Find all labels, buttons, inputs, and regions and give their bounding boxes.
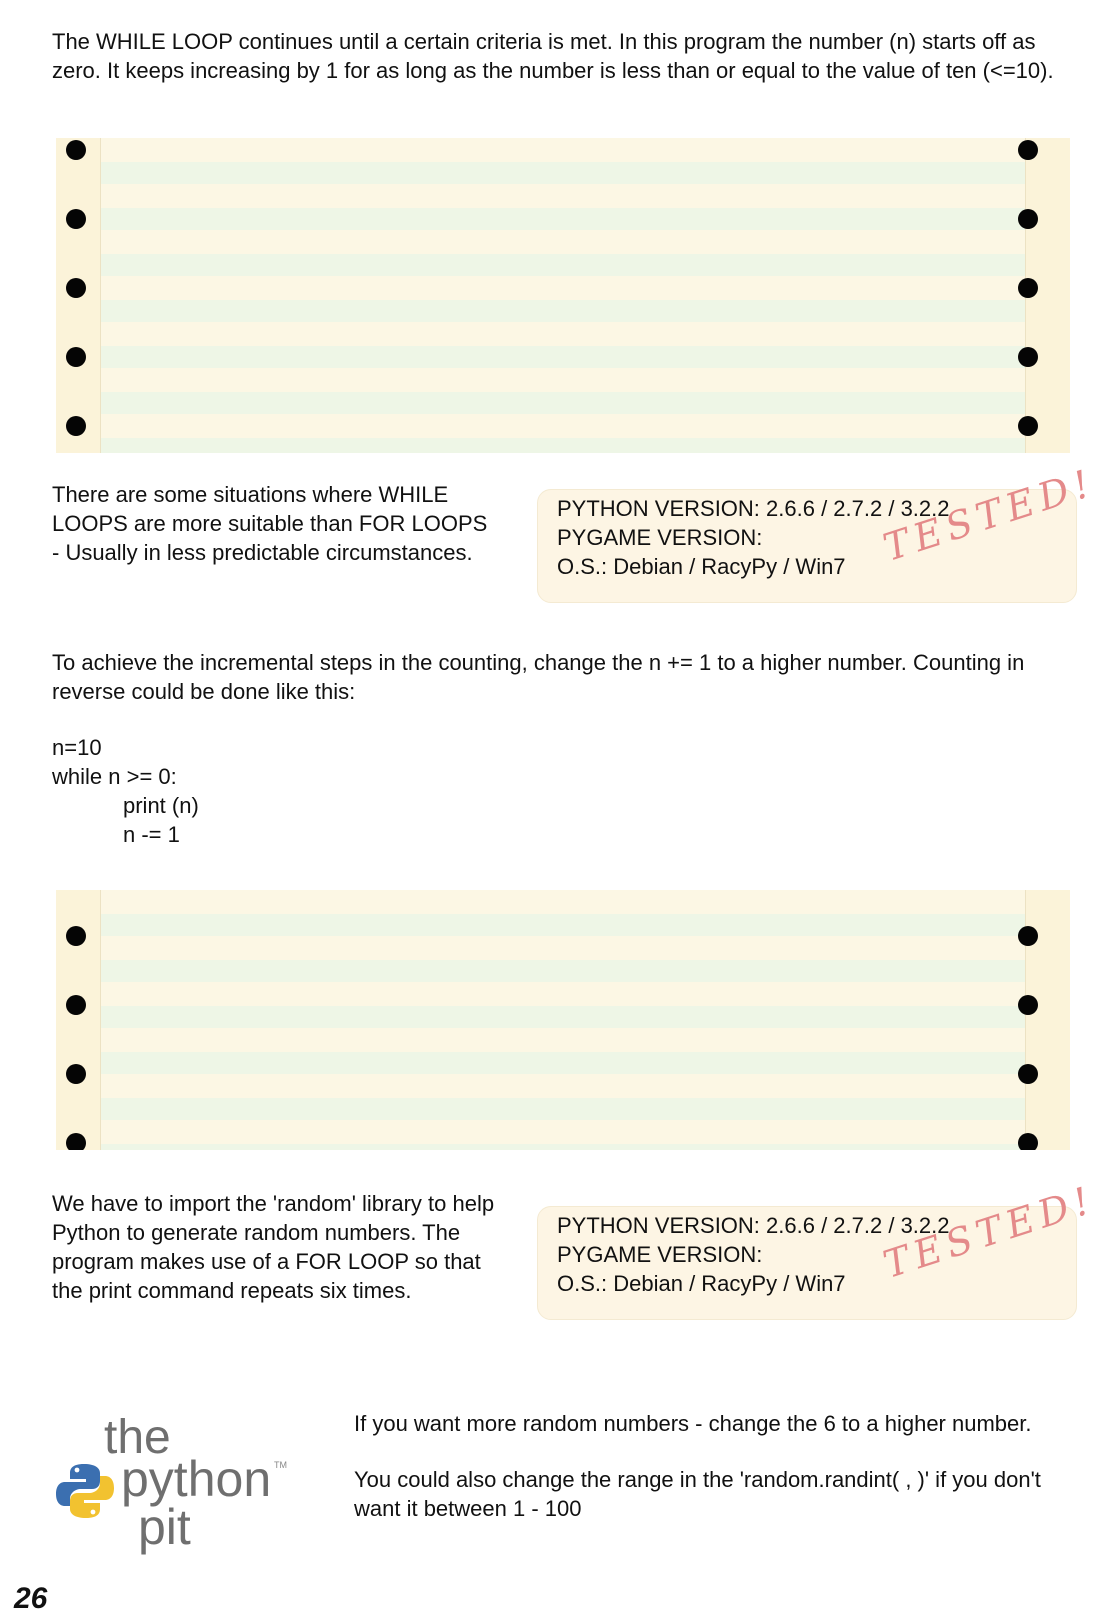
code-line: while n >= 0:	[52, 764, 177, 789]
logo-word-pit: pit	[138, 1499, 191, 1555]
tested-box	[537, 1177, 1101, 1320]
code-line: n=10	[52, 735, 102, 760]
pygame-version: PYGAME VERSION:	[557, 525, 763, 550]
punch-hole	[66, 347, 86, 367]
pygame-version: PYGAME VERSION:	[557, 1242, 763, 1267]
increment-paragraph: To achieve the incremental steps in the counting, change the n += 1 to a higher number. Counting in reverse could be done like this:	[52, 650, 1025, 704]
page-number: 26	[14, 1582, 48, 1615]
logo-word-python: python	[121, 1451, 272, 1507]
punch-hole	[66, 140, 86, 160]
tested-stamp: TESTED!	[878, 1177, 1101, 1287]
punch-hole	[1018, 347, 1038, 367]
punch-hole	[1018, 140, 1038, 160]
situations-paragraph: There are some situations where WHILE LOOPS are more suitable than FOR LOOPS - Usually in less predictable circumstances.	[52, 482, 488, 565]
os-version: O.S.: Debian / RacyPy / Win7	[557, 554, 846, 579]
paper-lines	[101, 890, 1025, 1150]
punch-hole	[1018, 1064, 1038, 1084]
python-version: PYTHON VERSION: 2.6.6 / 2.7.2 / 3.2.2	[557, 1213, 950, 1238]
intro-paragraph: The WHILE LOOP continues until a certain criteria is met. In this program the number (n) starts off as zero. It keeps increasing by 1 for as long as the number is less than or equal to the value of ten (<=10).	[52, 29, 1054, 83]
tested-stamp: TESTED!	[878, 460, 1101, 570]
punch-hole	[66, 1133, 86, 1150]
punch-hole	[66, 1064, 86, 1084]
python-version: PYTHON VERSION: 2.6.6 / 2.7.2 / 3.2.2	[557, 496, 950, 521]
logo-trademark: TM	[274, 1460, 287, 1470]
punch-hole	[1018, 416, 1038, 436]
code-line: print (n)	[123, 793, 199, 818]
random-paragraph: We have to import the 'random' library to help Python to generate random numbers. The program makes use of a FOR LOOP so that the print command repeats six times.	[52, 1191, 495, 1303]
logo-word-the: the	[104, 1411, 171, 1464]
punch-hole	[66, 209, 86, 229]
punch-hole	[66, 416, 86, 436]
range-paragraph: You could also change the range in the 'random.randint( , )' if you don't want it between 1 - 100	[354, 1467, 1041, 1521]
tested-box	[537, 460, 1101, 603]
punch-hole	[1018, 209, 1038, 229]
punch-hole	[1018, 278, 1038, 298]
punch-hole	[66, 926, 86, 946]
punch-hole	[66, 278, 86, 298]
code-paper-2	[56, 890, 1070, 1150]
code-line: n -= 1	[123, 822, 180, 847]
code-paper-1	[56, 138, 1070, 453]
paper-lines	[101, 138, 1025, 453]
os-version: O.S.: Debian / RacyPy / Win7	[557, 1271, 846, 1296]
punch-hole	[1018, 926, 1038, 946]
more-random-paragraph: If you want more random numbers - change the 6 to a higher number.	[354, 1411, 1032, 1436]
punch-hole	[66, 995, 86, 1015]
python-snake-icon	[56, 1462, 114, 1520]
punch-hole	[1018, 995, 1038, 1015]
punch-hole	[1018, 1133, 1038, 1150]
code-example	[52, 733, 199, 849]
python-pit-logo	[56, 1410, 296, 1570]
